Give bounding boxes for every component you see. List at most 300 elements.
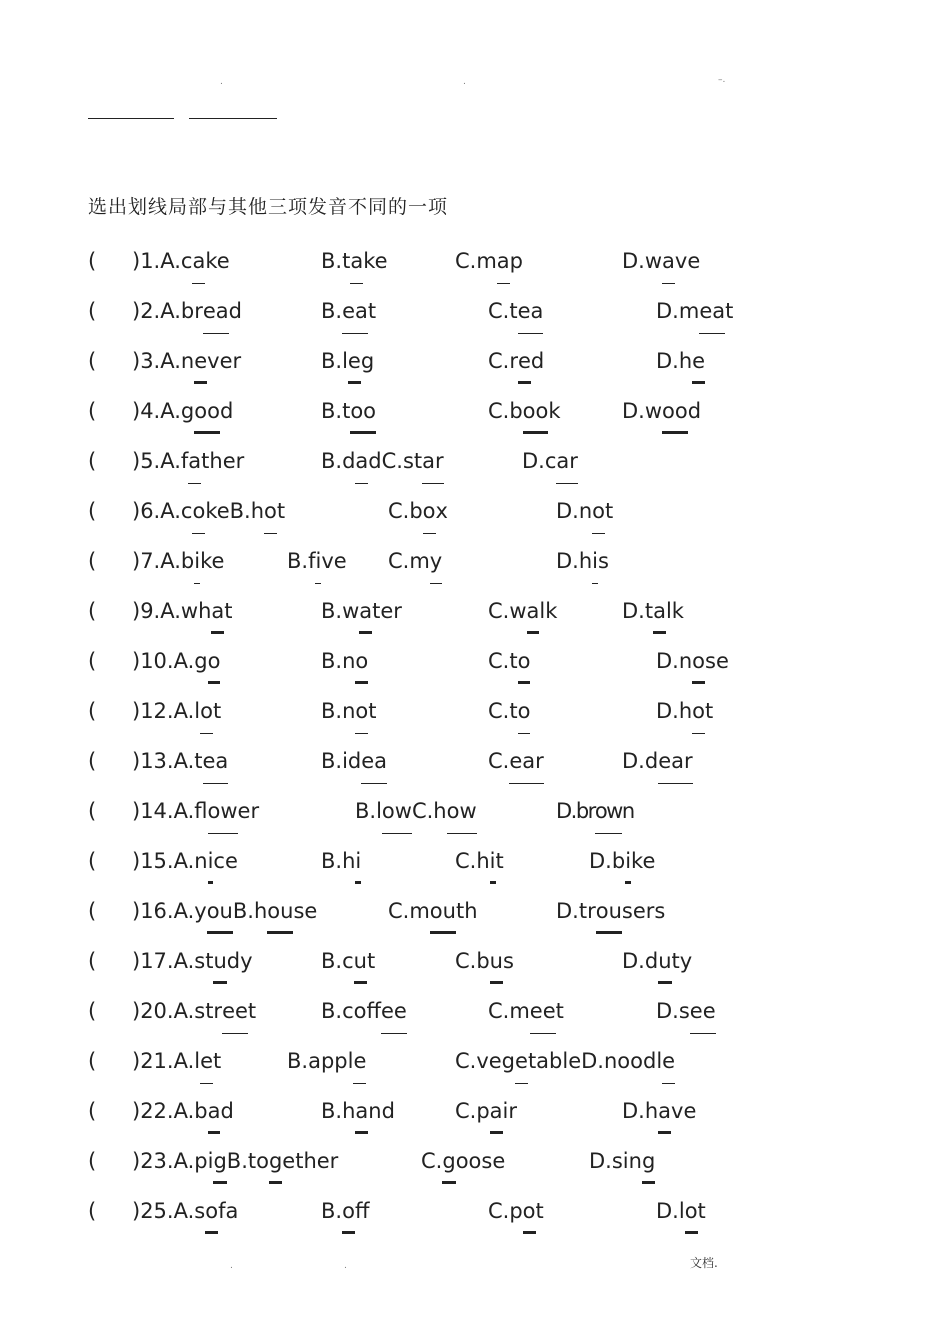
option-word <box>656 996 716 1026</box>
option-text: ve <box>321 549 347 573</box>
option-text: B.n <box>321 699 356 723</box>
option-text: D.d <box>622 749 659 773</box>
option-text: t <box>605 499 614 523</box>
option-word <box>488 1196 544 1226</box>
underlined-letters: o <box>264 496 277 526</box>
option-text: B. <box>321 1199 343 1223</box>
underlined-letters: o <box>518 646 531 676</box>
option-text: D.sin <box>589 1149 642 1173</box>
option-text: )25.A.s <box>132 1199 206 1223</box>
question-row <box>0 946 950 986</box>
option-word <box>132 996 256 1026</box>
underlined-letters: u <box>213 946 226 976</box>
option-text: oose <box>455 1149 506 1173</box>
option-word <box>321 1096 395 1126</box>
option-text: t <box>367 299 377 323</box>
underlined-letters: ee <box>222 996 248 1026</box>
question-row <box>0 1146 950 1186</box>
option-text: ke <box>631 849 656 873</box>
option-text: C.h <box>455 849 490 873</box>
question-row <box>0 496 950 536</box>
question-row <box>0 746 950 786</box>
header-mark: . <box>463 77 466 87</box>
question-row <box>0 996 950 1036</box>
option-text: D.n <box>656 649 693 673</box>
option-word <box>488 696 530 726</box>
option-text: t <box>555 999 564 1023</box>
answer-blank[interactable]: ( <box>88 399 97 423</box>
option-text: t <box>366 949 376 973</box>
option-word <box>455 1046 675 1076</box>
option-word <box>388 896 478 926</box>
option-text: k <box>548 399 561 423</box>
underlined-letters: ear <box>509 746 543 776</box>
option-text: D.s <box>656 999 690 1023</box>
underlined-letters: a <box>211 596 224 626</box>
underlined-letters: e <box>515 1046 528 1076</box>
option-text: )13.A.t <box>132 749 203 773</box>
option-text: )23.A.pi <box>132 1149 214 1173</box>
option-text: t <box>495 849 504 873</box>
option-word <box>488 746 544 776</box>
option-word <box>132 296 242 326</box>
underlined-letters: a <box>490 1096 503 1126</box>
option-text: dC.st <box>368 449 423 473</box>
option-text: B.f <box>287 549 316 573</box>
underlined-letters: ow <box>447 796 477 826</box>
option-text: dy <box>226 949 253 973</box>
answer-blank[interactable]: ( <box>88 249 97 273</box>
option-text: )20.A.str <box>132 999 223 1023</box>
underlined-letters: o <box>192 496 205 526</box>
option-text: t <box>212 699 222 723</box>
footer-mark: . <box>230 1261 233 1271</box>
option-word <box>321 696 377 726</box>
option-word <box>321 946 375 976</box>
underlined-letters: o <box>205 1196 218 1226</box>
option-text: t <box>247 999 257 1023</box>
option-word <box>321 296 376 326</box>
option-text: D.t <box>622 599 654 623</box>
option-text: se <box>293 899 318 923</box>
underlined-letters: a <box>355 1096 368 1126</box>
option-text: )2.A.br <box>132 299 203 323</box>
option-word <box>455 846 504 876</box>
option-text: D.br <box>556 799 595 823</box>
option-word <box>321 346 374 376</box>
answer-blank[interactable]: ( <box>88 949 97 973</box>
answer-blank[interactable]: ( <box>88 999 97 1023</box>
option-text: t <box>705 699 714 723</box>
option-text: )7.A.b <box>132 549 195 573</box>
class-blank-line <box>189 118 277 119</box>
option-text: D.d <box>622 949 659 973</box>
option-text: lk <box>665 599 684 623</box>
underlined-letters: ou <box>207 896 233 926</box>
option-text: )15.A.n <box>132 849 208 873</box>
underlined-letters: g <box>442 1146 455 1176</box>
underlined-letters: g <box>213 1146 226 1176</box>
option-word <box>321 1196 369 1226</box>
option-word <box>455 1096 517 1126</box>
option-text: )21.A.l <box>132 1049 201 1073</box>
answer-blank[interactable]: ( <box>88 349 97 373</box>
option-word <box>132 496 285 526</box>
option-text: d <box>687 399 702 423</box>
underlined-letters: y <box>430 546 442 576</box>
underlined-letters: o <box>518 696 531 726</box>
exercise-title: 选出划线局部与其他三项发音不同的一项 <box>88 196 449 218</box>
option-text: nd <box>368 1099 395 1123</box>
question-row <box>0 796 950 836</box>
underlined-letters: e <box>348 346 361 376</box>
underlined-letters: ou <box>596 896 622 926</box>
answer-blank[interactable]: ( <box>88 1099 97 1123</box>
option-word <box>132 846 238 876</box>
underlined-letters: o <box>423 496 436 526</box>
underlined-letters: a <box>355 446 368 476</box>
option-text: )1.A.c <box>132 249 193 273</box>
answer-blank[interactable]: ( <box>88 499 97 523</box>
underlined-letters: g <box>642 1146 655 1176</box>
underlined-letters: e <box>200 1046 213 1076</box>
option-text: ir <box>502 1099 518 1123</box>
underlined-letters: o <box>200 696 213 726</box>
option-text: C.m <box>388 899 430 923</box>
option-text: C.t <box>488 299 518 323</box>
underlined-letters: ea <box>203 296 229 326</box>
option-text: fa <box>218 1199 239 1223</box>
header-mark: –. <box>718 75 726 85</box>
option-text: )3.A.n <box>132 349 195 373</box>
option-word <box>622 746 693 776</box>
underlined-letters: ee <box>381 996 407 1026</box>
option-text: B.appl <box>287 1049 354 1073</box>
option-text: ty <box>671 949 693 973</box>
underlined-letters: a <box>192 246 205 276</box>
option-text: D.w <box>622 399 663 423</box>
underlined-letters: u <box>354 946 367 976</box>
option-text: t <box>368 699 377 723</box>
option-text: D.h <box>656 699 693 723</box>
option-word <box>132 896 317 926</box>
option-word <box>556 546 609 576</box>
underlined-letters: i <box>490 846 496 876</box>
underlined-letters: o <box>692 696 705 726</box>
underlined-letters: ear <box>658 746 692 776</box>
option-text: B.c <box>321 949 354 973</box>
option-text: )14.A.fl <box>132 799 208 823</box>
option-text: C.w <box>488 599 527 623</box>
option-word <box>321 996 407 1026</box>
answer-blank[interactable]: ( <box>88 1049 97 1073</box>
underlined-letters: ea <box>203 746 229 776</box>
option-text: ke <box>200 549 225 573</box>
option-word <box>622 396 701 426</box>
underlined-letters: ow <box>208 796 238 826</box>
option-text: C.b <box>388 499 423 523</box>
answer-blank[interactable]: ( <box>88 599 97 623</box>
underlined-letters: oo <box>194 396 220 426</box>
option-text: keB.h <box>205 499 265 523</box>
option-text: d <box>219 399 234 423</box>
option-text: t <box>697 1199 706 1223</box>
underlined-letters: ow <box>595 796 622 826</box>
underlined-letters: ee <box>690 996 716 1026</box>
option-word <box>132 946 253 976</box>
underlined-letters: oo <box>523 396 549 426</box>
option-text: D.m <box>656 299 700 323</box>
option-text: B.h <box>321 1099 356 1123</box>
option-text: ke <box>205 249 230 273</box>
option-text: D.h <box>656 349 693 373</box>
answer-blank[interactable]: ( <box>88 449 97 473</box>
option-word <box>132 696 221 726</box>
option-text: C.m <box>388 549 430 573</box>
option-text: )9.A.wh <box>132 599 212 623</box>
underlined-letters: o <box>208 646 221 676</box>
question-row <box>0 896 950 936</box>
option-word <box>132 596 233 626</box>
option-text: p <box>509 249 524 273</box>
option-text: t <box>213 1049 222 1073</box>
option-text: C.b <box>488 399 523 423</box>
answer-blank[interactable]: ( <box>88 899 97 923</box>
option-text: )6.A.c <box>132 499 193 523</box>
question-row <box>0 346 950 386</box>
option-text: C.h <box>411 799 447 823</box>
option-text: C. <box>421 1149 443 1173</box>
option-text: t <box>276 499 286 523</box>
option-word <box>321 646 368 676</box>
option-word <box>132 1196 238 1226</box>
underlined-letters: i <box>592 546 598 576</box>
underlined-letters: o <box>592 496 605 526</box>
underlined-letters: ou <box>267 896 293 926</box>
underlined-letters: i <box>625 846 631 876</box>
option-word <box>321 746 387 776</box>
option-text: th <box>455 899 478 923</box>
option-text: lk <box>539 599 558 623</box>
underlined-letters: e <box>692 346 705 376</box>
option-text: B.w <box>321 599 360 623</box>
question-row <box>0 396 950 436</box>
option-text: g <box>360 349 375 373</box>
option-word <box>622 246 700 276</box>
option-word <box>421 1146 505 1176</box>
option-word <box>488 646 530 676</box>
option-word <box>287 1046 366 1076</box>
option-text: )17.A.st <box>132 949 214 973</box>
option-text: ve <box>674 249 701 273</box>
option-word <box>522 446 578 476</box>
option-text: C.veg <box>455 1049 516 1073</box>
question-row <box>0 1096 950 1136</box>
name-blank-line <box>88 118 174 119</box>
underlined-letters: ou <box>430 896 456 926</box>
option-word <box>321 846 361 876</box>
underlined-letters: o <box>355 646 368 676</box>
underlined-letters: a <box>658 1096 671 1126</box>
option-word <box>321 596 402 626</box>
option-word <box>388 496 448 526</box>
underlined-letters: a <box>653 596 666 626</box>
underlined-letters: ee <box>530 996 556 1026</box>
option-word <box>455 946 514 976</box>
option-text: B.l <box>321 349 348 373</box>
option-word <box>656 346 705 376</box>
option-word <box>321 246 388 276</box>
answer-blank[interactable]: ( <box>88 699 97 723</box>
option-text: )5.A.f <box>132 449 189 473</box>
answer-blank[interactable]: ( <box>88 749 97 773</box>
option-text: C.m <box>455 249 497 273</box>
option-word <box>622 946 692 976</box>
underlined-letters: u <box>490 946 503 976</box>
option-word <box>622 596 684 626</box>
underlined-letters: oo <box>350 396 376 426</box>
option-text: B. <box>321 299 343 323</box>
option-word <box>488 996 564 1026</box>
underlined-letters: e <box>194 346 207 376</box>
option-text: D.n <box>556 499 593 523</box>
underlined-letters: ow <box>382 796 412 826</box>
option-word <box>132 346 241 376</box>
option-text: C.t <box>488 649 518 673</box>
option-text: D.l <box>656 1199 685 1223</box>
option-text: B.h <box>232 899 268 923</box>
option-text: ther <box>201 449 245 473</box>
option-word <box>321 446 444 476</box>
option-word <box>355 796 477 826</box>
footer-mark: . <box>344 1261 347 1271</box>
option-text: B.h <box>321 849 356 873</box>
option-text: se <box>705 649 729 673</box>
question-row <box>0 246 950 286</box>
option-word <box>287 546 347 576</box>
underlined-letters: a <box>497 246 510 276</box>
answer-blank[interactable]: ( <box>88 1199 97 1223</box>
option-text: D.h <box>556 549 593 573</box>
option-text: ke <box>363 249 388 273</box>
option-word <box>132 646 220 676</box>
option-text: C.b <box>455 949 490 973</box>
option-word <box>556 896 665 926</box>
underlined-letters: a <box>359 596 372 626</box>
question-row <box>0 696 950 736</box>
option-word <box>132 546 224 576</box>
option-text: B.n <box>321 649 356 673</box>
option-text: x <box>435 499 448 523</box>
answer-blank[interactable]: ( <box>88 549 97 573</box>
answer-blank[interactable]: ( <box>88 1149 97 1173</box>
option-word <box>132 246 230 276</box>
option-text: t <box>224 599 233 623</box>
underlined-letters: ea <box>342 296 368 326</box>
option-word <box>656 296 733 326</box>
option-word <box>132 746 228 776</box>
underlined-letters: oo <box>662 396 688 426</box>
question-row <box>0 1196 950 1236</box>
option-text: n <box>621 799 634 823</box>
underlined-letters: a <box>208 1096 221 1126</box>
question-row <box>0 596 950 636</box>
underlined-letters: ar <box>556 446 578 476</box>
question-row <box>0 446 950 486</box>
option-text: B.id <box>321 749 362 773</box>
underlined-letters: o <box>342 1196 355 1226</box>
underlined-letters: ea <box>518 296 544 326</box>
option-text: )4.A.g <box>132 399 195 423</box>
option-word <box>488 396 561 426</box>
question-row <box>0 296 950 336</box>
underlined-letters: i <box>208 846 214 876</box>
option-text: D.b <box>589 849 626 873</box>
option-text: s <box>502 949 514 973</box>
option-text: B.t <box>321 399 351 423</box>
answer-blank[interactable]: ( <box>88 299 97 323</box>
underlined-letters: ea <box>361 746 387 776</box>
footer-label: 文档. <box>690 1256 718 1270</box>
option-text: d <box>228 299 243 323</box>
underlined-letters: ar <box>422 446 444 476</box>
answer-blank[interactable]: ( <box>88 849 97 873</box>
option-text: ff <box>354 1199 370 1223</box>
option-word <box>488 346 544 376</box>
option-text: t <box>535 1199 544 1223</box>
option-text: d <box>530 349 545 373</box>
option-text: D.h <box>622 1099 659 1123</box>
option-word <box>556 796 634 826</box>
option-text: C. <box>488 749 510 773</box>
option-text: D.c <box>522 449 557 473</box>
option-word <box>488 296 543 326</box>
option-word <box>488 596 557 626</box>
option-text: D.tr <box>556 899 596 923</box>
answer-blank[interactable]: ( <box>88 649 97 673</box>
underlined-letters: o <box>355 696 368 726</box>
option-word <box>556 496 613 526</box>
option-text: C.t <box>488 699 518 723</box>
underlined-letters: e <box>353 1046 366 1076</box>
underlined-letters: i <box>315 546 321 576</box>
option-text: tableD.noodl <box>527 1049 663 1073</box>
option-word <box>132 446 244 476</box>
underlined-letters: o <box>692 646 705 676</box>
option-text: )22.A.b <box>132 1099 208 1123</box>
underlined-letters: u <box>658 946 671 976</box>
underlined-letters: a <box>350 246 363 276</box>
option-text: ve <box>671 1099 697 1123</box>
option-text: B.d <box>321 449 356 473</box>
option-text: )10.A.g <box>132 649 208 673</box>
answer-blank[interactable]: ( <box>88 799 97 823</box>
option-text: ver <box>207 349 242 373</box>
option-word <box>132 1096 234 1126</box>
option-word <box>589 1146 655 1176</box>
option-text: C.p <box>488 1199 523 1223</box>
option-text: B.l <box>355 799 382 823</box>
underlined-letters: e <box>662 1046 675 1076</box>
question-row <box>0 646 950 686</box>
underlined-letters: e <box>518 346 531 376</box>
option-word <box>132 396 233 426</box>
option-text: t <box>725 299 734 323</box>
underlined-letters: o <box>523 1196 536 1226</box>
option-text: sers <box>621 899 666 923</box>
option-text: er <box>237 799 260 823</box>
option-text: ce <box>213 849 238 873</box>
